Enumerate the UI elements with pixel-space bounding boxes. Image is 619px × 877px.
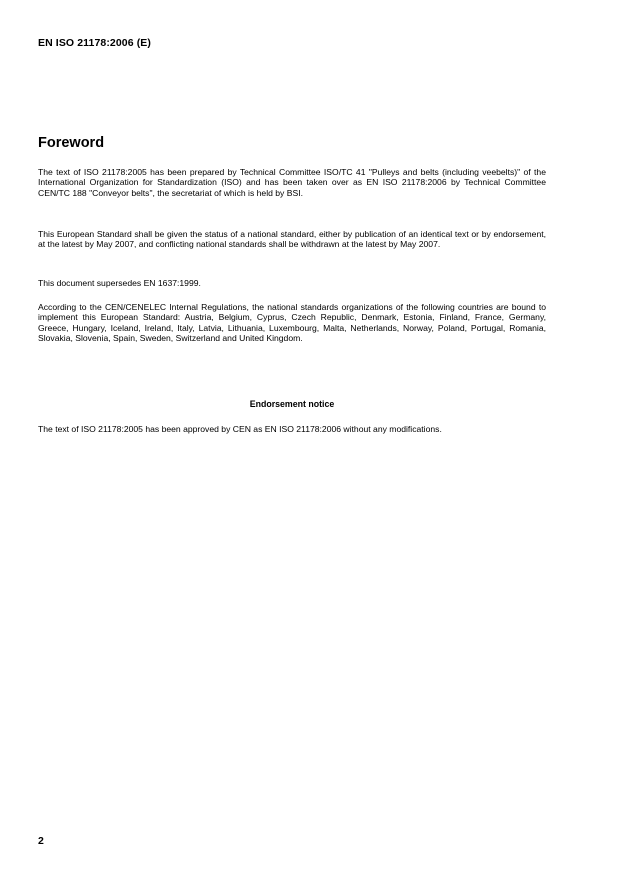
foreword-paragraph-2: This European Standard shall be given the status of a national standard, either by publication of an identical text or by endorsement, at the latest by May 2007, and conflicting national standards shall be withdrawn at the latest by May 2007. [38,229,546,250]
endorsement-text: The text of ISO 21178:2005 has been approved by CEN as EN ISO 21178:2006 without any modifications. [38,424,442,434]
endorsement-heading: Endorsement notice [249,399,335,409]
page-number: 2 [38,835,44,847]
foreword-paragraph-1: The text of ISO 21178:2005 has been prepared by Technical Committee ISO/TC 41 "Pulleys and belts (including veebelts)" of the International Organization for Standardization (ISO) and has been taken over as EN ISO 21178:2006 by Technical Committee CEN/TC 188 "Conveyor belts", the secretariat of which is held by BSI. [38,167,546,198]
foreword-paragraph-3: This document supersedes EN 1637:1999. [38,278,201,288]
document-header: EN ISO 21178:2006 (E) [38,37,151,49]
foreword-paragraph-4: According to the CEN/CENELEC Internal Regulations, the national standards organizations of the following countries are bound to implement this European Standard: Austria, Belgium, Cyprus, Czech Republic, Denmark, Estonia, Finland, France, Germany, Greece, Hungary, Iceland, Ireland, Italy, Latvia, Lithuania, Luxembourg, Malta, Netherlands, Norway, Poland, Portugal, Romania, Slovakia, Slovenia, Spain, Sweden, Switzerland and United Kingdom. [38,302,546,344]
foreword-title: Foreword [38,135,105,151]
